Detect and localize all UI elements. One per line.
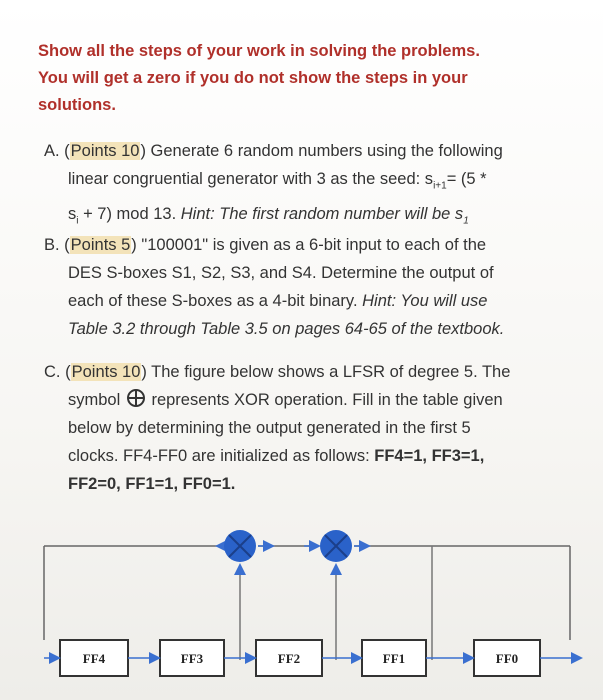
problem-c	[44, 358, 584, 498]
problem-a-line-3: $s_i + 7$) mod 13. Hint: The first random number will be $s_1$	[68, 205, 469, 227]
problem-b-line-3: each of these S-boxes as a 4-bit binary. Hint: You will use	[68, 292, 488, 310]
problem-c-line-5: FF2=0, FF1=1, FF0=1.	[68, 475, 236, 493]
problem-b-line-4: Table 3.2 through Table 3.5 on pages 64-65 of the textbook.	[68, 320, 505, 338]
flipflop-ff2	[256, 640, 322, 676]
problem-c-line-3: below by determining the output generated in the first 5	[68, 419, 471, 437]
svg-text:FF3: FF3	[180, 651, 204, 666]
problem-c-line-1: C. (Points 10) The figure below shows a LFSR of degree 5. The	[44, 363, 511, 381]
svg-text:FF1: FF1	[382, 651, 406, 666]
hint-text: Hint: The first random number will be s	[180, 205, 464, 224]
problem-a-line-2: linear congruential generator with 3 as the seed: $s_{i+1}= (5$ *	[68, 170, 487, 192]
lfsr-diagram	[0, 520, 603, 700]
problem-b-line-1: B. (Points 5) "100001" is given as a 6-bit input to each of the	[44, 236, 487, 254]
problem-a	[44, 137, 584, 236]
problem-b-line-2: DES S-boxes S1, S2, S3, and S4. Determine the output of	[68, 264, 494, 282]
warning-line-1: Show all the steps of your work in solving the problems.	[38, 42, 480, 60]
xor-node-icon	[224, 530, 256, 562]
problem-c-line-2: symbol represents XOR operation. Fill in the table given	[68, 391, 503, 409]
problem-a-line-1: A. (Points 10) Generate 6 random numbers using the following	[44, 142, 503, 160]
warning-line-3: solutions.	[38, 96, 116, 114]
svg-text:FF0: FF0	[495, 651, 519, 666]
xor-symbol-icon	[127, 389, 145, 407]
svg-text:FF4: FF4	[82, 651, 106, 666]
xor-node-icon	[320, 530, 352, 562]
flipflop-ff4	[60, 640, 128, 676]
points-badge: Points 10	[71, 363, 141, 381]
problem-b	[44, 231, 584, 343]
problem-c-line-4: clocks. FF4-FF0 are initialized as follows: FF4=1, FF3=1,	[68, 447, 485, 465]
points-badge: Points 10	[70, 142, 140, 160]
flipflop-ff1	[362, 640, 426, 676]
flipflop-ff0	[474, 640, 540, 676]
svg-text:FF2: FF2	[277, 651, 301, 666]
instructions-warning	[38, 38, 578, 119]
warning-line-2: You will get a zero if you do not show the steps in your	[38, 69, 468, 87]
flipflop-ff3	[160, 640, 224, 676]
points-badge: Points 5	[70, 236, 131, 254]
